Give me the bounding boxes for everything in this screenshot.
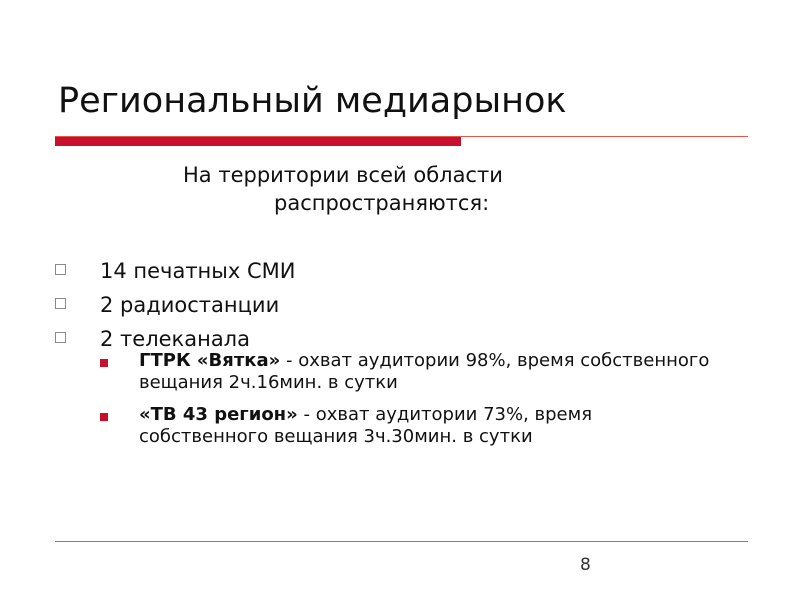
page-number: 8 [580, 555, 591, 575]
channel-name: «ТВ 43 регион» [139, 404, 298, 425]
list-item-label: 2 радиостанции [100, 293, 280, 317]
red-square-bullet-icon [100, 359, 108, 367]
sub-list-item [100, 350, 720, 394]
intro-text [183, 161, 643, 217]
title-accent-bar [55, 137, 461, 146]
hollow-square-bullet-icon [55, 332, 66, 343]
tv-channel-list [100, 350, 720, 458]
intro-line-2: распространяются: [274, 191, 490, 215]
hollow-square-bullet-icon [55, 298, 66, 309]
footer-divider-line [55, 541, 748, 542]
hollow-square-bullet-icon [55, 264, 66, 275]
channel-description: - охват аудитории 73%, время собственного вещания 3ч.30мин. в сутки [139, 404, 593, 447]
slide-title: Региональный медиарынок [58, 81, 567, 121]
intro-line-1: На территории всей области [183, 163, 503, 187]
channel-name: ГТРК «Вятка» [139, 350, 281, 371]
list-item-label: 2 телеканала [100, 327, 250, 351]
red-square-bullet-icon [100, 413, 108, 421]
list-item-label: 14 печатных СМИ [100, 259, 296, 283]
sub-list-item [100, 404, 720, 448]
channel-description: - охват аудитории 98%, время собственного вещания 2ч.16мин. в сутки [139, 350, 710, 393]
